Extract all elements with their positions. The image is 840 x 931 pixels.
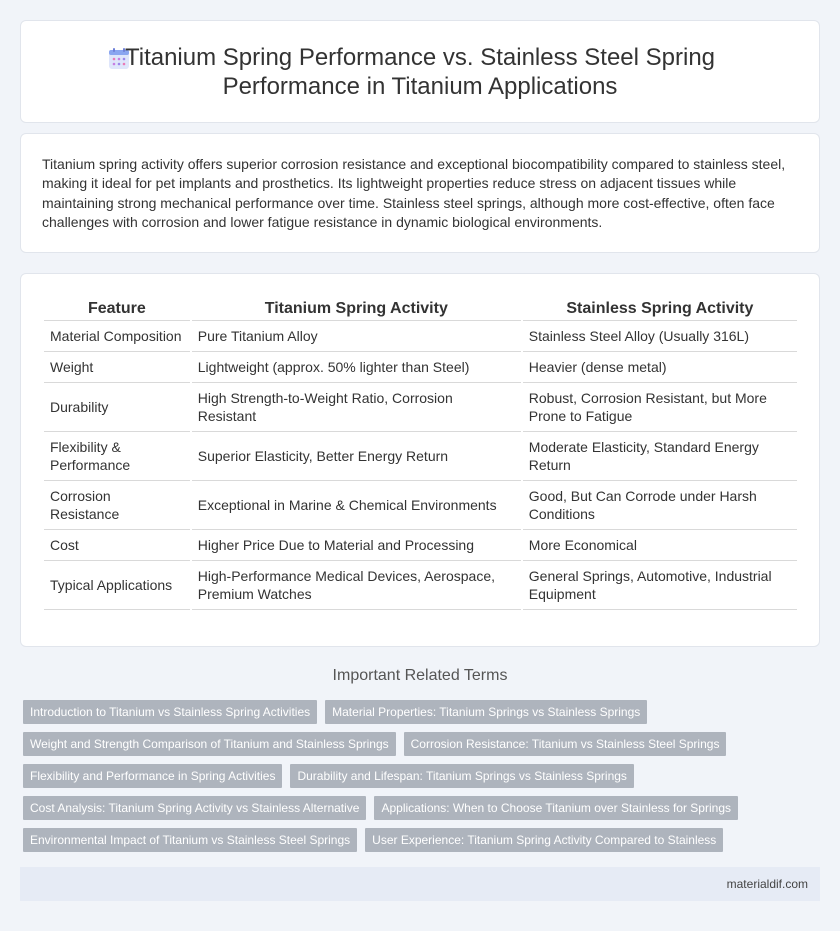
related-term-tag[interactable]: User Experience: Titanium Spring Activity Compared to Stainless	[365, 828, 723, 852]
related-term-tag[interactable]: Cost Analysis: Titanium Spring Activity vs Stainless Alternative	[23, 796, 366, 820]
table-row	[44, 383, 797, 432]
titanium-cell: High Strength-to-Weight Ratio, Corrosion Resistant	[192, 383, 521, 432]
intro-card	[20, 133, 820, 253]
stainless-cell: Heavier (dense metal)	[523, 352, 797, 383]
stainless-cell: Stainless Steel Alloy (Usually 316L)	[523, 321, 797, 352]
stainless-cell: More Economical	[523, 530, 797, 561]
titanium-cell: Exceptional in Marine & Chemical Environments	[192, 481, 521, 530]
related-term-tag[interactable]: Introduction to Titanium vs Stainless Spring Activities	[23, 700, 317, 724]
feature-cell: Durability	[44, 383, 190, 432]
header-titanium: Titanium Spring Activity	[192, 295, 521, 321]
titanium-cell: Lightweight (approx. 50% lighter than Steel)	[192, 352, 521, 383]
related-term-tag[interactable]: Environmental Impact of Titanium vs Stainless Steel Springs	[23, 828, 357, 852]
feature-cell: Cost	[44, 530, 190, 561]
table-header-row	[44, 295, 797, 321]
related-terms-list	[23, 700, 823, 852]
table-row	[44, 530, 797, 561]
related-terms-heading: Important Related Terms	[332, 667, 508, 684]
related-term-tag[interactable]: Applications: When to Choose Titanium over Stainless for Springs	[374, 796, 738, 820]
feature-cell: Weight	[44, 352, 190, 383]
header-feature: Feature	[44, 295, 190, 321]
comparison-table	[42, 295, 799, 610]
comparison-card	[20, 273, 820, 647]
page-title: Titanium Spring Performance vs. Stainless Steel Spring Performance in Titanium Applications	[124, 43, 716, 100]
feature-cell: Corrosion Resistance	[44, 481, 190, 530]
intro-paragraph: Titanium spring activity offers superior corrosion resistance and exceptional biocompatibility compared to stainless steel, making it ideal for pet implants and prosthetics. Its lightweight properties reduce stress on adjacent tissues while maintaining strong mechanical performance over time. Stainless steel springs, although more cost-effective, often face challenges with corrosion and lower fatigue resistance in dynamic biological environments.	[42, 156, 786, 231]
table-row	[44, 352, 797, 383]
feature-cell: Flexibility & Performance	[44, 432, 190, 481]
titanium-cell: Superior Elasticity, Better Energy Return	[192, 432, 521, 481]
related-term-tag[interactable]: Material Properties: Titanium Springs vs Stainless Springs	[325, 700, 647, 724]
footer	[20, 867, 820, 901]
related-term-tag[interactable]: Flexibility and Performance in Spring Activities	[23, 764, 282, 788]
titanium-cell: Pure Titanium Alloy	[192, 321, 521, 352]
title-card	[20, 20, 820, 123]
titanium-cell: Higher Price Due to Material and Processing	[192, 530, 521, 561]
footer-site-link[interactable]: materialdif.com	[726, 877, 808, 891]
feature-cell: Material Composition	[44, 321, 190, 352]
stainless-cell: Robust, Corrosion Resistant, but More Prone to Fatigue	[523, 383, 797, 432]
related-term-tag[interactable]: Durability and Lifespan: Titanium Springs vs Stainless Springs	[290, 764, 634, 788]
table-row	[44, 481, 797, 530]
stainless-cell: Good, But Can Corrode under Harsh Conditions	[523, 481, 797, 530]
table-row	[44, 561, 797, 610]
table-row	[44, 432, 797, 481]
related-term-tag[interactable]: Corrosion Resistance: Titanium vs Stainless Steel Springs	[404, 732, 727, 756]
titanium-cell: High-Performance Medical Devices, Aerospace, Premium Watches	[192, 561, 521, 610]
stainless-cell: Moderate Elasticity, Standard Energy Return	[523, 432, 797, 481]
feature-cell: Typical Applications	[44, 561, 190, 610]
header-stainless: Stainless Spring Activity	[523, 295, 797, 321]
stainless-cell: General Springs, Automotive, Industrial Equipment	[523, 561, 797, 610]
table-row	[44, 321, 797, 352]
related-term-tag[interactable]: Weight and Strength Comparison of Titanium and Stainless Springs	[23, 732, 396, 756]
